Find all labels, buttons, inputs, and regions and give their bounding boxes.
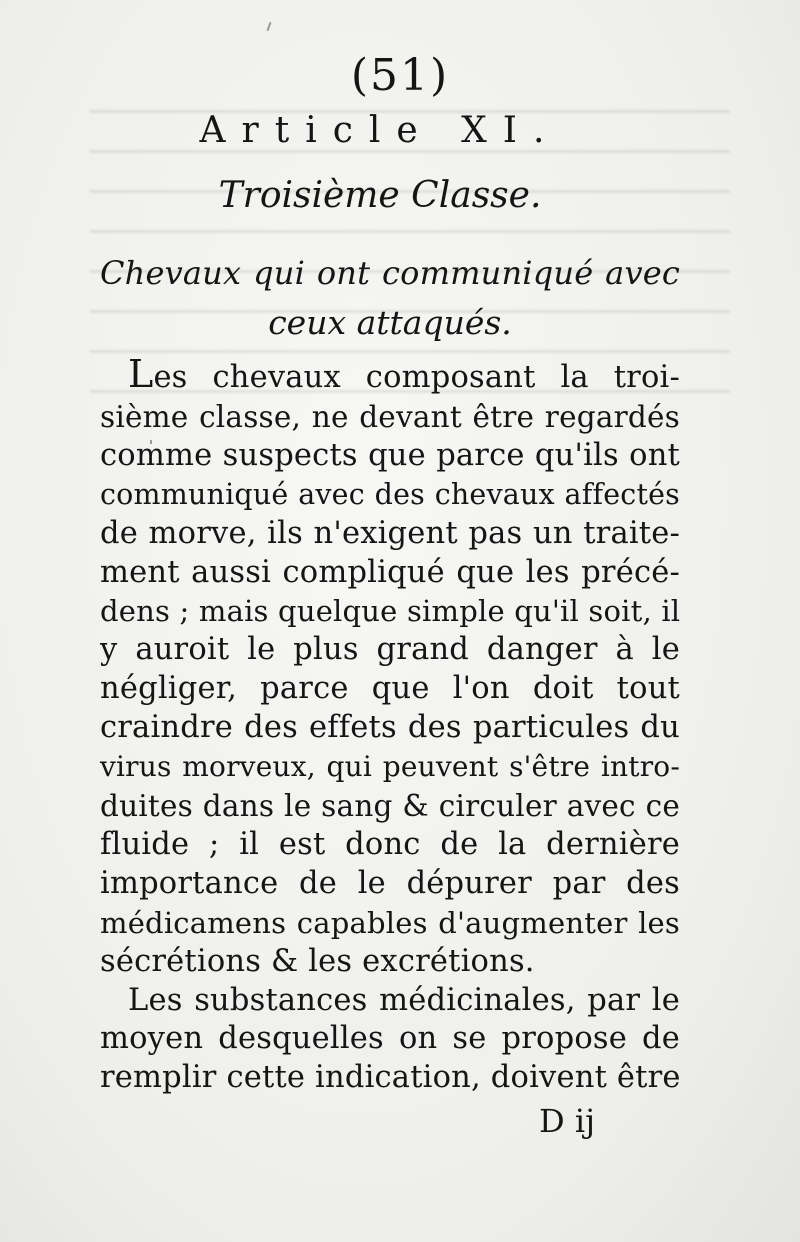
section-heading xyxy=(100,248,680,348)
first-line-text: es chevaux composant la troi- xyxy=(153,360,680,395)
paragraph-line: de morve, ils n'exigent pas un traite- xyxy=(100,515,680,551)
paragraph-line: comme suspects que parce qu'ils ont xyxy=(100,437,680,473)
drop-cap: L xyxy=(128,352,154,396)
paragraph-line: Les substances médicinales, par le xyxy=(128,982,680,1018)
paragraph-line: ment aussi compliqué que les précé- xyxy=(100,554,680,590)
paragraph-line: importance de le dépurer par des xyxy=(100,865,680,901)
paragraph-line: dens ; mais quelque simple qu'il soit, il xyxy=(100,594,681,629)
signature-mark: D ij xyxy=(539,1102,595,1140)
paragraph-line: moyen desquelles on se propose de xyxy=(100,1021,680,1057)
paragraph-line: médicamens capables d'augmenter les xyxy=(100,905,680,940)
paragraph-line: négliger, parce que l'on doit tout xyxy=(100,671,680,707)
class-title: Troisième Classe. xyxy=(218,175,542,216)
article-title: Article XI. xyxy=(199,110,561,151)
paragraph-line: sécrétions & les excrétions. xyxy=(100,943,535,979)
paragraph-line: sième classe, ne devant être regardés xyxy=(100,399,680,434)
heading-line: Chevaux qui ont communiqué avec xyxy=(100,254,680,292)
page-footer xyxy=(0,1102,800,1142)
paragraph-line: y auroit le plus grand danger à le xyxy=(100,632,680,668)
paragraph-line: fluide ; il est donc de la dernière xyxy=(100,826,680,862)
paragraph-line xyxy=(100,352,680,398)
paragraph-line: craindre des effets des particules du xyxy=(100,710,680,746)
paragraph-line: duites dans le sang & circuler avec ce xyxy=(100,788,680,823)
body-text xyxy=(100,352,681,1098)
heading-line: ceux attaqués. xyxy=(268,303,512,342)
paragraph-line: remplir cette indication, doivent être xyxy=(100,1060,681,1096)
ink-speck xyxy=(267,22,272,31)
paragraph-line: virus morveux, qui peuvent s'être intro- xyxy=(100,750,680,784)
page-number: (51) xyxy=(350,50,450,101)
paragraph-line: communiqué avec des chevaux affectés xyxy=(100,477,680,511)
